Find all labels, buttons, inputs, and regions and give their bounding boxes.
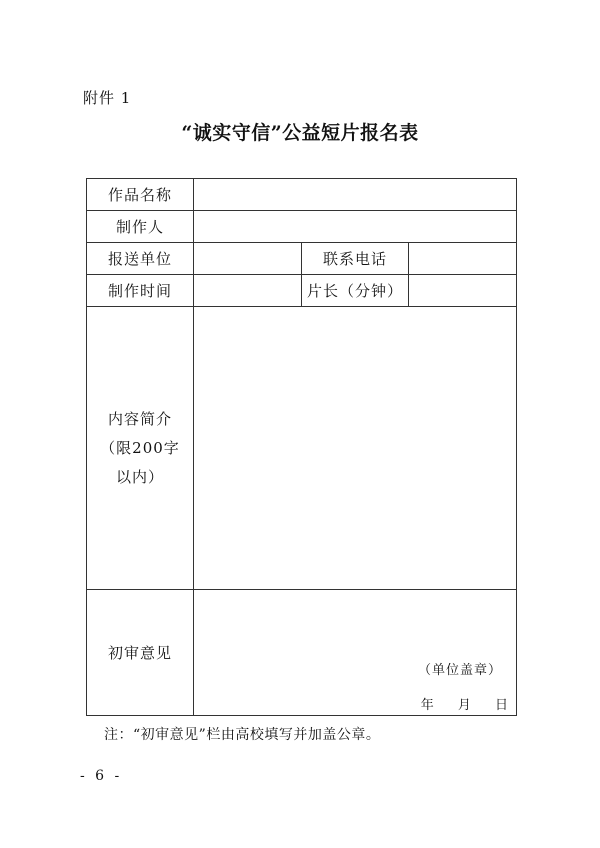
intro-label-line2: （限200字 bbox=[100, 438, 180, 457]
production-time-label: 制作时间 bbox=[87, 275, 194, 307]
work-name-field[interactable] bbox=[194, 179, 517, 211]
phone-label: 联系电话 bbox=[302, 243, 409, 275]
date-day: 日 bbox=[495, 698, 509, 713]
submitting-unit-label: 报送单位 bbox=[87, 243, 194, 275]
duration-field[interactable] bbox=[409, 275, 517, 307]
work-name-label: 作品名称 bbox=[87, 179, 194, 211]
attachment-label: 附件 1 bbox=[83, 89, 132, 107]
date-line bbox=[401, 694, 508, 713]
registration-form-table bbox=[86, 178, 517, 716]
intro-field[interactable] bbox=[194, 307, 517, 590]
row-review bbox=[87, 590, 517, 716]
row-production-time bbox=[87, 275, 517, 307]
review-field[interactable] bbox=[194, 590, 517, 716]
phone-field[interactable] bbox=[409, 243, 517, 275]
intro-label-line1: 内容简介 bbox=[107, 409, 172, 428]
row-intro bbox=[87, 307, 517, 590]
row-submitting-unit bbox=[87, 243, 517, 275]
footnote: 注：“初审意见”栏由高校填写并加盖公章。 bbox=[104, 727, 381, 743]
intro-label bbox=[87, 307, 194, 590]
intro-label-line3: 以内） bbox=[115, 467, 164, 486]
seal-text: （单位盖章） bbox=[418, 663, 503, 678]
form-title: “诚实守信”公益短片报名表 bbox=[181, 122, 419, 144]
date-month: 月 bbox=[457, 698, 471, 713]
row-work-name bbox=[87, 179, 517, 211]
row-producer bbox=[87, 211, 517, 243]
submitting-unit-field[interactable] bbox=[194, 243, 302, 275]
review-label: 初审意见 bbox=[87, 590, 194, 716]
date-year: 年 bbox=[420, 698, 434, 713]
producer-label: 制作人 bbox=[87, 211, 194, 243]
production-time-field[interactable] bbox=[194, 275, 302, 307]
page-number: - 6 - bbox=[80, 768, 123, 784]
duration-label: 片长（分钟） bbox=[302, 275, 409, 307]
producer-field[interactable] bbox=[194, 211, 517, 243]
